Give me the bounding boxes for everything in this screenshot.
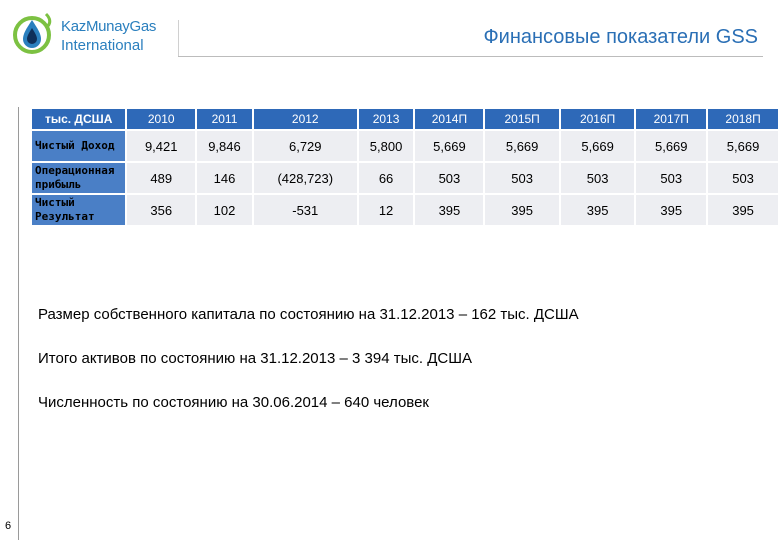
column-header-year: 2012	[254, 109, 357, 129]
table-row	[32, 163, 778, 193]
table-cell: 66	[359, 163, 414, 193]
table-header-row	[32, 109, 778, 129]
assets-note: Итого активов по состоянию на 31.12.2013 – 3 394 тыс. ДСША	[38, 350, 472, 367]
financial-table	[30, 107, 780, 227]
table-row	[32, 131, 778, 161]
table-cell: 5,669	[561, 131, 634, 161]
page-number: 6	[5, 520, 12, 532]
table-cell: 6,729	[254, 131, 357, 161]
column-header-year: 2017П	[636, 109, 706, 129]
column-header-year: 2011	[197, 109, 252, 129]
column-header-year: 2013	[359, 109, 414, 129]
table-cell: 12	[359, 195, 414, 225]
table-cell: 5,669	[708, 131, 778, 161]
table-row	[32, 195, 778, 225]
table-cell: 102	[197, 195, 252, 225]
brand-name: KazMunayGas	[61, 18, 157, 35]
headcount-note: Численность по состоянию на 30.06.2014 – 640 человек	[38, 394, 429, 411]
column-header-year: 2015П	[485, 109, 558, 129]
table-cell: -531	[254, 195, 357, 225]
header-divider	[178, 56, 763, 57]
table-cell: 395	[636, 195, 706, 225]
table-cell: 5,669	[485, 131, 558, 161]
row-label: Операционная прибыль	[32, 163, 125, 193]
table-cell: 5,669	[636, 131, 706, 161]
table-cell: 503	[561, 163, 634, 193]
table-cell: 395	[708, 195, 778, 225]
table-cell: 5,669	[415, 131, 483, 161]
column-header-units: тыс. ДСША	[32, 109, 125, 129]
table-cell: 489	[127, 163, 195, 193]
row-label: Чистый Результат	[32, 195, 125, 225]
table-cell: 503	[708, 163, 778, 193]
table-cell: 9,421	[127, 131, 195, 161]
brand-subname: International	[61, 37, 144, 54]
company-logo	[10, 8, 180, 63]
header-divider-vertical	[178, 20, 179, 56]
column-header-year: 2014П	[415, 109, 483, 129]
table-cell: 146	[197, 163, 252, 193]
table-cell: 503	[415, 163, 483, 193]
column-header-year: 2018П	[708, 109, 778, 129]
table-cell: 503	[636, 163, 706, 193]
table-cell: 395	[561, 195, 634, 225]
left-margin-rule	[18, 107, 19, 540]
flame-drop-icon	[10, 8, 56, 58]
table-cell: 356	[127, 195, 195, 225]
table-cell: 5,800	[359, 131, 414, 161]
column-header-year: 2016П	[561, 109, 634, 129]
page-title: Финансовые показатели GSS	[483, 26, 758, 48]
table-cell: (428,723)	[254, 163, 357, 193]
column-header-year: 2010	[127, 109, 195, 129]
table-cell: 9,846	[197, 131, 252, 161]
table-cell: 395	[415, 195, 483, 225]
table-cell: 395	[485, 195, 558, 225]
row-label: Чистый Доход	[32, 131, 125, 161]
equity-note: Размер собственного капитала по состоянию на 31.12.2013 – 162 тыс. ДСША	[38, 306, 579, 323]
table-cell: 503	[485, 163, 558, 193]
